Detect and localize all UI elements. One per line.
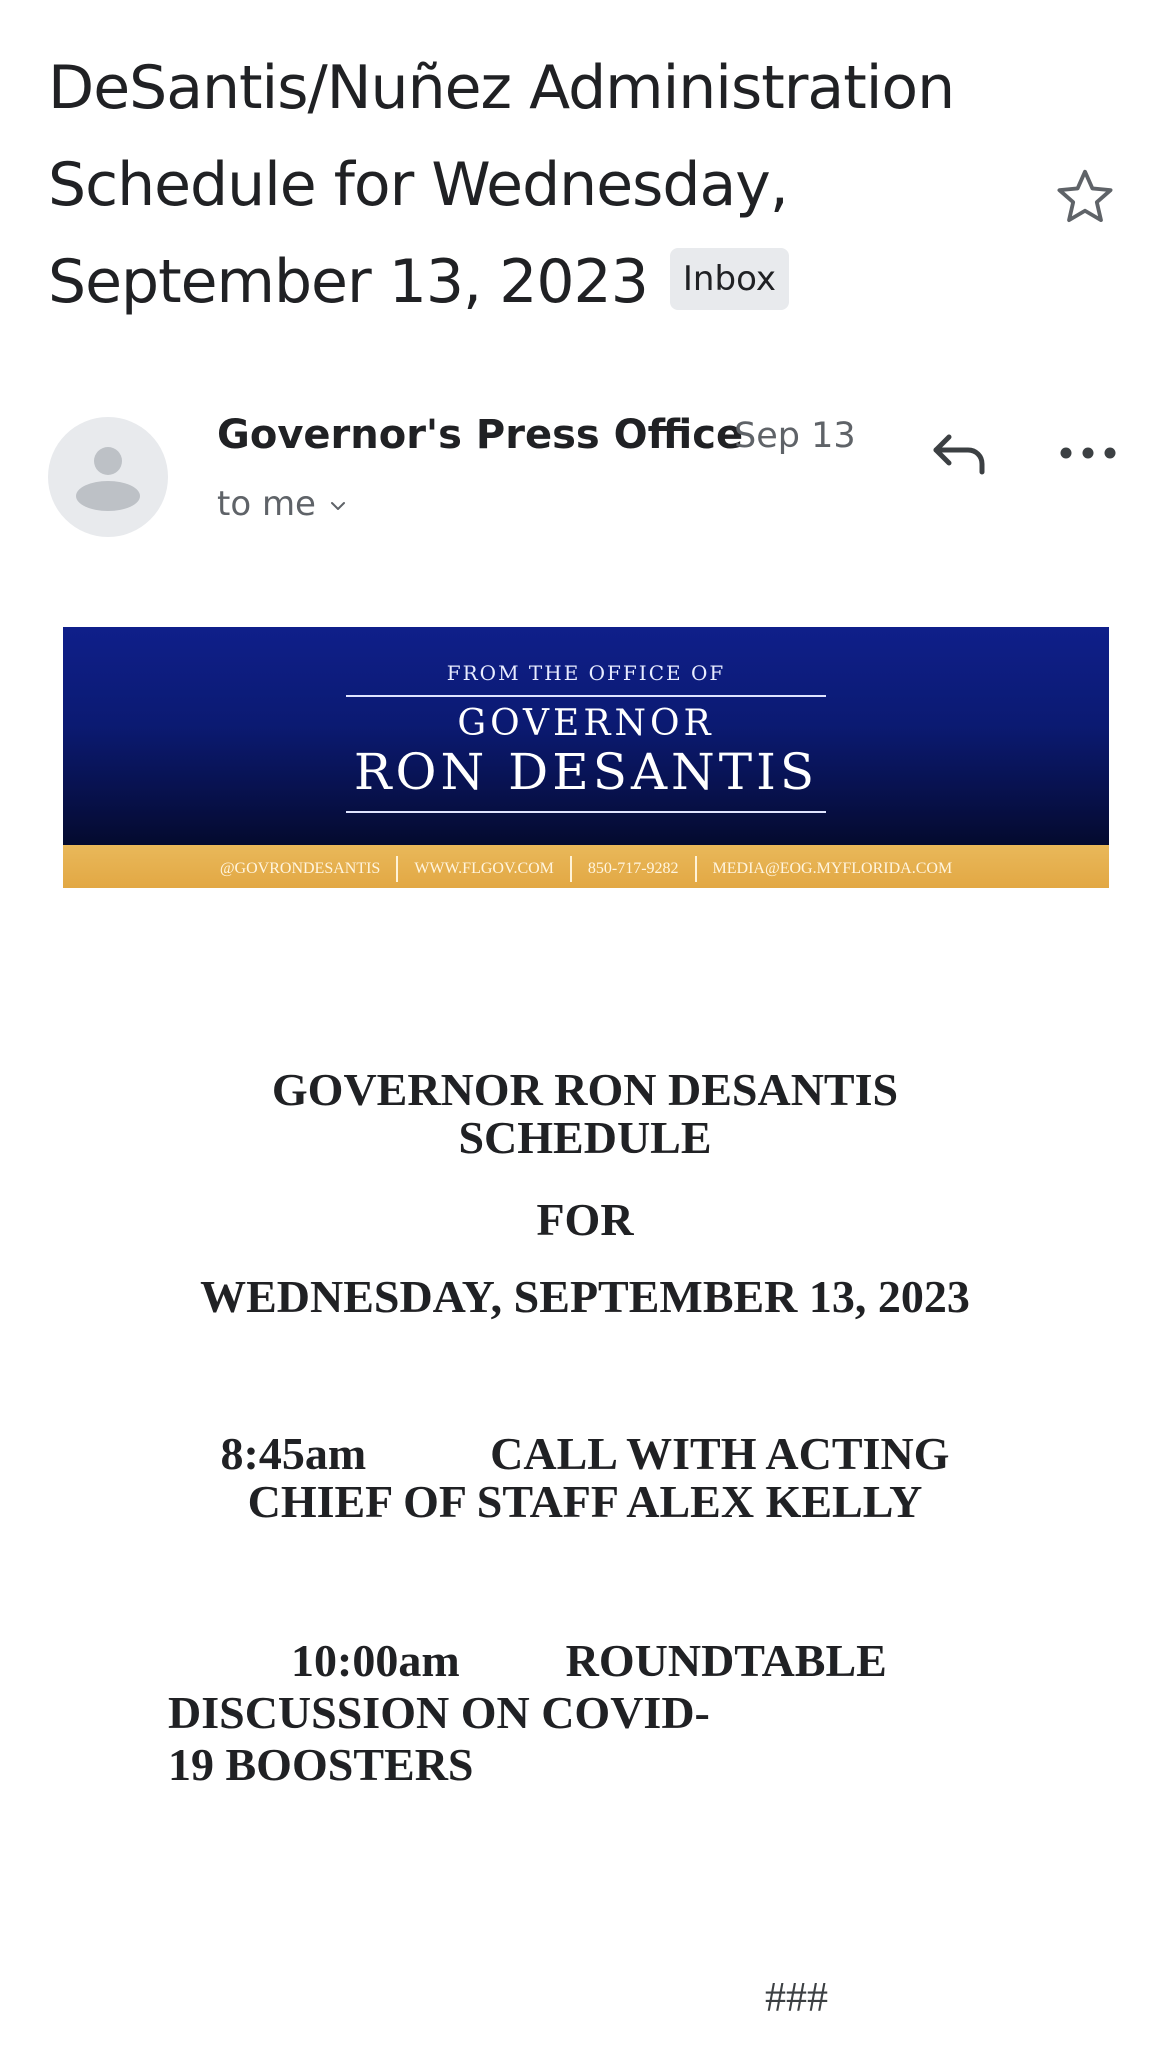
schedule-title-line-2: SCHEDULE <box>458 1112 712 1163</box>
banner-contact-social: @GOVRONDESANTIS <box>219 860 381 877</box>
subject-line-1: DeSantis/Nuñez Administration <box>48 53 955 123</box>
end-of-release-mark: ### <box>765 1975 828 2021</box>
banner-rule-bottom <box>346 811 826 813</box>
event-title-part: ROUNDTABLE <box>565 1635 887 1686</box>
reply-button[interactable] <box>920 420 992 492</box>
governor-banner-image <box>63 627 1109 888</box>
schedule-title <box>0 1066 1170 1162</box>
schedule-title-line-1: GOVERNOR RON DESANTIS <box>271 1064 899 1115</box>
schedule-for-label: FOR <box>536 1194 634 1245</box>
subject-line-3-text: September 13, 2023 <box>48 247 648 317</box>
recipient-label: to me <box>217 484 316 524</box>
event-title-part: 19 BOOSTERS <box>168 1739 474 1790</box>
schedule-event <box>150 1430 1020 1526</box>
event-time: 8:45am <box>220 1428 367 1479</box>
event-line <box>168 1635 1068 1687</box>
banner-contact-email: MEDIA@EOG.MYFLORIDA.COM <box>712 860 953 877</box>
banner-contact-website: WWW.FLGOV.COM <box>414 860 554 877</box>
more-horizontal-icon <box>1054 420 1124 490</box>
subject-line-3 <box>48 234 1008 331</box>
banner-contact-divider <box>695 856 697 882</box>
message-date: Sep 13 <box>734 416 856 456</box>
banner-contact-divider <box>396 856 398 882</box>
reply-arrow-icon <box>920 420 992 492</box>
banner-title-line-1: GOVERNOR <box>457 703 715 744</box>
star-outline-icon <box>1052 164 1118 230</box>
banner-title-line-2: RON DESANTIS <box>353 743 819 801</box>
banner-rule-top <box>346 695 826 697</box>
recipient-toggle[interactable] <box>217 482 350 526</box>
event-line <box>150 1430 1020 1478</box>
subject-line-2: Schedule for Wednesday, <box>48 150 788 220</box>
banner-contacts <box>63 856 1109 882</box>
chevron-down-icon <box>326 494 350 518</box>
banner-contact-phone: 850-717-9282 <box>587 860 679 877</box>
event-title-part: DISCUSSION ON COVID- <box>168 1687 710 1738</box>
event-title-part: CHIEF OF STAFF ALEX KELLY <box>247 1476 923 1527</box>
email-subject <box>48 40 1008 331</box>
schedule-date: WEDNESDAY, SEPTEMBER 13, 2023 <box>200 1271 970 1322</box>
schedule-event <box>168 1635 1068 1791</box>
sender-avatar[interactable] <box>48 417 168 537</box>
banner-from-line: FROM THE OFFICE OF <box>446 661 726 685</box>
event-time: 10:00am <box>291 1635 460 1686</box>
event-title-part: CALL WITH ACTING <box>490 1428 950 1479</box>
star-button[interactable] <box>1052 164 1118 230</box>
inbox-label-chip[interactable]: Inbox <box>670 248 789 310</box>
more-options-button[interactable] <box>1054 420 1124 490</box>
banner-contact-divider <box>570 856 572 882</box>
person-avatar-icon <box>48 417 168 537</box>
sender-name[interactable]: Governor's Press Office <box>217 412 744 458</box>
